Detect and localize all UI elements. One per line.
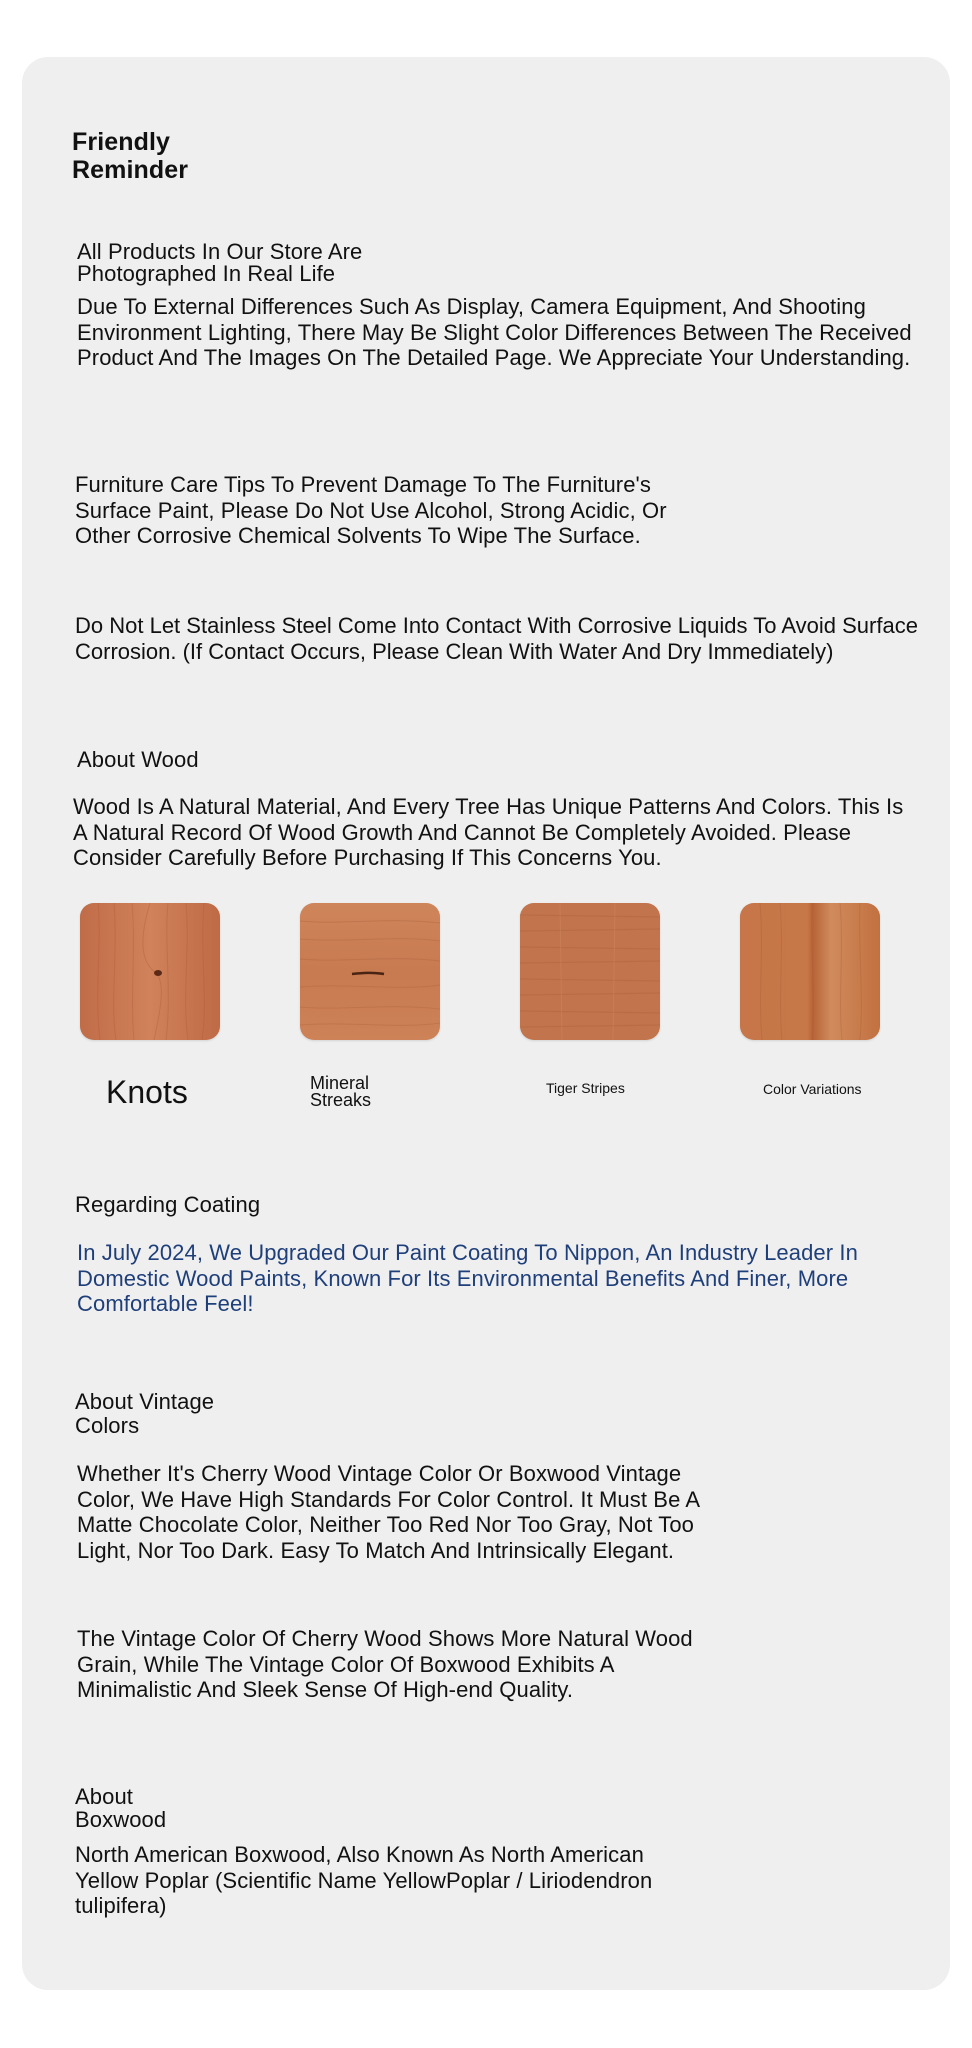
care-tips-text: Furniture Care Tips To Prevent Damage To The Furniture's Surface Paint, Please Do Not Use Alcohol, Strong Acidic, Or Other Corrosive Chemical Solvents To Wipe The Surface. xyxy=(75,472,667,548)
wood-knot-swatch xyxy=(80,903,220,1040)
wood-streak-swatch xyxy=(300,903,440,1040)
wood-color-variation-swatch xyxy=(740,903,880,1040)
about-wood-heading: About Wood xyxy=(77,747,199,772)
about-wood-text: Wood Is A Natural Material, And Every Tree Has Unique Patterns And Colors. This Is A Natural Record Of Wood Growth And Cannot Be Completely Avoided. Please Consider Carefully Before Purchasing If This Concerns You. xyxy=(73,794,904,870)
knots-label: Knots xyxy=(106,1074,188,1110)
boxwood-text: North American Boxwood, Also Known As North American Yellow Poplar (Scientific Name YellowPoplar / Liriodendron tulipifera) xyxy=(75,1842,653,1918)
coating-heading: Regarding Coating xyxy=(75,1192,261,1217)
coating-text: In July 2024, We Upgraded Our Paint Coating To Nippon, An Industry Leader In Domestic Wood Paints, Known For Its Environmental Benefits And Finer, More Comfortable Feel! xyxy=(77,1240,858,1316)
boxwood-heading: About Boxwood xyxy=(75,1784,167,1832)
vintage-text-2: The Vintage Color Of Cherry Wood Shows More Natural Wood Grain, While The Vintage Color Of Boxwood Exhibits A Minimalistic And Sleek Sense Of High-end Quality. xyxy=(77,1626,693,1702)
wood-tiger-stripe-swatch xyxy=(520,903,660,1040)
vintage-text-1: Whether It's Cherry Wood Vintage Color Or Boxwood Vintage Color, We Have High Standards For Color Control. It Must Be A Matte Chocolate Color, Neither Too Red Nor Too Gray, Not Too Light, Nor Too Dark. Easy To Match And Intrinsically Elegant. xyxy=(77,1461,699,1563)
real-life-heading: All Products In Our Store Are Photographed In Real Life xyxy=(77,239,363,286)
page-title: Friendly Reminder xyxy=(72,128,189,184)
steel-care-text: Do Not Let Stainless Steel Come Into Contact With Corrosive Liquids To Avoid Surface Corrosion. (If Contact Occurs, Please Clean With Water And Dry Immediately) xyxy=(75,613,918,664)
vintage-heading: About Vintage Colors xyxy=(75,1389,215,1438)
mineral-streaks-label: Mineral Streaks xyxy=(310,1073,372,1110)
tiger-stripes-label: Tiger Stripes xyxy=(546,1080,625,1096)
color-variations-label: Color Variations xyxy=(763,1081,862,1097)
real-life-text: Due To External Differences Such As Display, Camera Equipment, And Shooting Environment Lighting, There May Be Slight Color Differences Between The Received Product And The Images On The Detailed Page. We Appreciate Your Understanding. xyxy=(77,294,912,370)
